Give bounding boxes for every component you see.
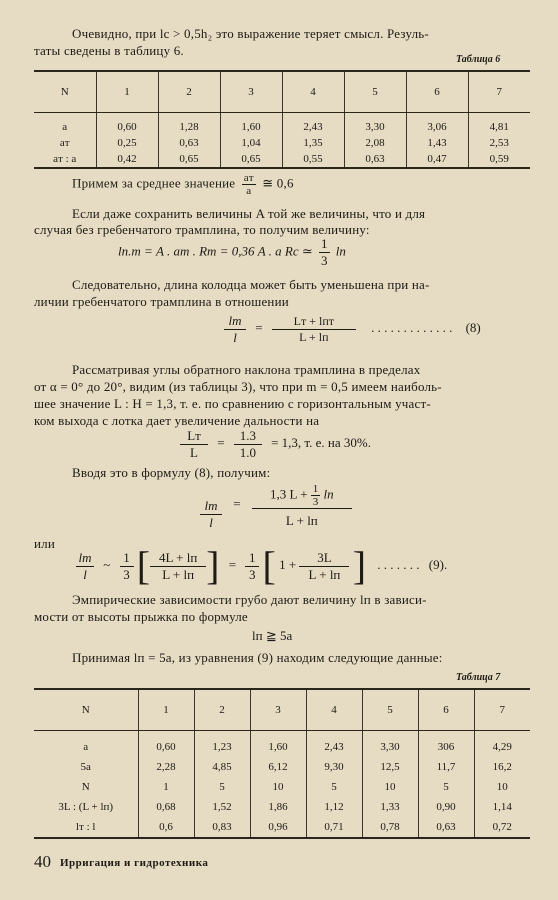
table-cell: 1,52 (194, 797, 250, 817)
eq1-left: lп.т = A . aт . Rт = 0,36 A . a Rc ≃ (118, 243, 313, 259)
table-cell: 1,12 (306, 797, 362, 817)
page-number: 40 (34, 852, 51, 871)
eq9-one: 1 + (279, 556, 297, 572)
table-cell: 0,60 (96, 113, 158, 136)
table-cell: 0,25 (96, 135, 158, 151)
table-cell: 2,43 (306, 731, 362, 758)
eq2-fraction-2 (234, 428, 262, 461)
table-cell: 306 (418, 731, 474, 758)
table-cell: 0,72 (474, 817, 530, 838)
table7-header-cell: 2 (194, 689, 250, 731)
eq1-fraction (319, 236, 330, 269)
equation-ln (118, 236, 346, 269)
journal-title: Ирригация и гидротехника (60, 857, 209, 869)
eq8-label: (8) (465, 320, 481, 336)
mean-sentence (72, 172, 294, 197)
table6-header-cell: 2 (158, 71, 220, 113)
table-row (34, 135, 530, 151)
p5-line-2: мости от высоты прыжка по формуле (34, 609, 248, 624)
p3-line-2: от α = 0° до 20°, видим (из таблицы 3), что при m = 0,5 имеем наиболь- (34, 379, 442, 394)
table-cell: 0,96 (250, 817, 306, 838)
table-cell: 1,14 (474, 797, 530, 817)
eq3-left-fraction (200, 480, 222, 531)
p5-line-1: Эмпирические зависимости грубо дают величину lп в зависи- (72, 592, 427, 607)
eq3-right-fraction (252, 483, 352, 529)
eq3-lnum: lт (200, 480, 222, 515)
table7-header-cell: 4 (306, 689, 362, 731)
table-cell: 10 (250, 777, 306, 797)
eq3-rnum-b: lп (323, 485, 334, 501)
table-cell: 4,29 (474, 731, 530, 758)
table-cell: 1,43 (406, 135, 468, 151)
table-row (34, 731, 530, 758)
p3-line-4: ком выхода с лотка дает увеличение дальности на (34, 413, 320, 428)
eq8-lnum: lт (224, 313, 246, 330)
table-cell: 0,55 (282, 151, 344, 168)
table-cell: 1 (138, 777, 194, 797)
eq9-lnum: lт (76, 550, 94, 567)
p6-text: Принимая lп = 5a, из уравнения (9) находим следующие данные: (72, 650, 443, 665)
eq2-d2: 1.0 (239, 445, 256, 460)
equation-substitution: $\frac{lт}{l}$ = 1,3 L + $\frac{1}{3}$ lп L + lп (200, 480, 352, 531)
table-cell: 0,68 (138, 797, 194, 817)
mean-prefix: Примем за среднее значение (72, 175, 236, 191)
row-label: a (83, 741, 89, 753)
row-label: 3L : (L + lп) (58, 801, 114, 813)
table-cell: 0,60 (138, 731, 194, 758)
equation-ln-5a: lп ≧ 5a (252, 628, 293, 643)
eq3-inner-num: 1 (312, 482, 319, 495)
table-cell: 10 (362, 777, 418, 797)
table-cell: 2,28 (138, 757, 194, 777)
table6-header-cell: 4 (282, 71, 344, 113)
table-cell: 16,2 (474, 757, 530, 777)
table6 (34, 70, 530, 169)
p2-line-2: личии гребенчатого трамплина в отношении (34, 294, 289, 309)
row-label: N (81, 781, 90, 793)
table-cell: 5 (194, 777, 250, 797)
table-cell: 12,5 (362, 757, 418, 777)
table-cell: 0,42 (96, 151, 158, 168)
row-label: a (62, 121, 68, 133)
ili-word: или (34, 536, 56, 551)
table7-header-cell: N (34, 689, 138, 731)
table-cell: 10 (474, 777, 530, 797)
table-cell: 0,90 (418, 797, 474, 817)
eq2-d1: L (190, 445, 198, 460)
eq3-rnum (252, 483, 352, 509)
table-cell: 2,43 (282, 113, 344, 136)
eq9-inner-fraction (150, 550, 206, 583)
table7-header-cell: 6 (418, 689, 474, 731)
eq2-n1: Lт (180, 428, 208, 445)
eq8-dots: . . . . . . . . . . . . . (371, 320, 453, 336)
table7 (34, 688, 530, 839)
table-row (34, 797, 530, 817)
intro-line-1: Очевидно, при lc > 0,5h₂ это выражение теряет смысл. Резуль- (72, 26, 429, 41)
table6-header-cell: 6 (406, 71, 468, 113)
eq9-label: (9). (428, 556, 448, 572)
table-cell: 0,59 (468, 151, 530, 168)
table-cell: 5 (418, 777, 474, 797)
table-row (34, 113, 530, 136)
eq9-approx: ~ (103, 556, 111, 572)
eq9-f1n: 1 (120, 550, 134, 567)
table-cell: 2,08 (344, 135, 406, 151)
eq3-inner-den: 3 (312, 495, 319, 508)
table-cell: 1,33 (362, 797, 418, 817)
p1-line-2: случая без гребенчатого трамплина, то получим величину: (34, 222, 370, 237)
table-cell: 0,83 (194, 817, 250, 838)
table-cell: 4,85 (194, 757, 250, 777)
mean-suffix: ≅ 0,6 (262, 175, 294, 191)
eq8-rnum: Lт + lпт (272, 314, 356, 330)
table7-header-cell: 1 (138, 689, 194, 731)
table-cell: 1,86 (250, 797, 306, 817)
table-cell: 3,30 (344, 113, 406, 136)
p3-line-3: шее значение L : H = 1,3, т. е. по сравнению с горизонтальным участ- (34, 396, 431, 411)
equation-8: $\frac{lт}{l}$ = $\frac{\text{Lт + lпт}}{L + lп}$ . . . . . . . . . . . . . (8) (224, 313, 481, 346)
table6-header-row (34, 71, 530, 113)
table-cell: 0,63 (158, 135, 220, 151)
p1-line-1: Если даже сохранить величины A той же величины, что и для (72, 206, 426, 221)
table-cell: 0,65 (158, 151, 220, 168)
row-label: aт : a (34, 151, 96, 168)
eq8-right-fraction (272, 314, 356, 345)
table6-header-cell: 1 (96, 71, 158, 113)
p3-line-1: Рассматривая углы обратного наклона трамплина в пределах (72, 362, 421, 377)
eq9-dots: . . . . . . . (377, 556, 420, 572)
table6-header-cell: 7 (468, 71, 530, 113)
equation-ratio (180, 428, 371, 461)
eq9-fraction-1 (120, 550, 134, 583)
eq9-f3d: L + lп (308, 566, 341, 582)
row-label: 5a (80, 761, 91, 773)
equation-9: $\frac{lт}{l}$ ~ $\frac{1}{3}$ [ $\frac{4L + lп}{L + lп}$ ] = $\frac{1}{3}$ [ 1 + $\frac{3L}{L + lп}$ ] . . . . . . . (9). (76, 546, 447, 586)
table-cell: 2,53 (468, 135, 530, 151)
table-cell: 3,30 (362, 731, 418, 758)
table-cell: 1,60 (220, 113, 282, 136)
eq9-f2d: 3 (249, 566, 256, 582)
eq8-rden: L + lп (299, 330, 329, 344)
table7-caption: Таблица 7 (456, 672, 501, 683)
table-cell: 1,04 (220, 135, 282, 151)
table-cell: 0,6 (138, 817, 194, 838)
table-cell: 11,7 (418, 757, 474, 777)
table6-header-cell: N (34, 71, 96, 113)
row-label: lт : l (34, 817, 138, 838)
eq9-fraction-2 (245, 550, 259, 583)
table7-header-cell: 3 (250, 689, 306, 731)
eq9-lden: l (83, 566, 87, 582)
mean-num: aт (243, 172, 254, 184)
table6-header-cell: 3 (220, 71, 282, 113)
table-cell: 9,30 (306, 757, 362, 777)
table-row (34, 151, 530, 168)
table6-caption: Таблица 6 (456, 54, 501, 65)
eq1-right: lп (335, 243, 346, 259)
row-label: aт (59, 137, 70, 149)
eq9-fraction-3 (299, 550, 349, 583)
table-row (34, 817, 530, 838)
eq9-equals: = (228, 556, 237, 572)
table-cell: 0,47 (406, 151, 468, 168)
table7-header-cell: 5 (362, 689, 418, 731)
mean-den: a (246, 185, 252, 197)
table-cell: 0,65 (220, 151, 282, 168)
eq8-left-fraction (224, 313, 246, 346)
table-cell: 0,63 (418, 817, 474, 838)
intro-line-2: таты сведены в таблицу 6. (34, 43, 184, 58)
table-cell: 4,81 (468, 113, 530, 136)
table-cell: 3,06 (406, 113, 468, 136)
table-cell: 1,60 (250, 731, 306, 758)
table-row (34, 757, 530, 777)
eq2-fraction-1 (180, 428, 208, 461)
eq2-equals: = (217, 435, 225, 451)
eq9-f2n: 1 (245, 550, 259, 567)
eq3-inner-fraction (311, 483, 321, 508)
eq1-den: 3 (321, 253, 328, 268)
eq9-f1d: 3 (123, 566, 130, 582)
table-cell: 0,71 (306, 817, 362, 838)
mean-fraction (242, 172, 256, 197)
table-cell: 0,63 (344, 151, 406, 168)
table6-header-cell: 5 (344, 71, 406, 113)
table7-header-cell: 7 (474, 689, 530, 731)
eq1-num: 1 (321, 236, 328, 251)
table-cell: 5 (306, 777, 362, 797)
eq9-innum: 4L + lп (150, 550, 206, 567)
table-cell: 1,35 (282, 135, 344, 151)
table-cell: 6,12 (250, 757, 306, 777)
eq3-rden: L + lп (285, 512, 318, 528)
p4-text: Вводя это в формулу (8), получим: (72, 465, 271, 480)
table-row (34, 777, 530, 797)
eq2-n2: 1.3 (234, 428, 262, 445)
p2-line-1: Следовательно, длина колодца может быть уменьшена при на- (72, 277, 430, 292)
table7-header-row (34, 689, 530, 731)
table-cell: 1,23 (194, 731, 250, 758)
eq3-rnum-a: 1,3 L + (270, 485, 308, 501)
table-cell: 0,78 (362, 817, 418, 838)
table-cell: 1,28 (158, 113, 220, 136)
eq8-lden: l (233, 330, 237, 345)
eq9-left-fraction (76, 550, 94, 583)
eq2-rest: = 1,3, т. е. на 30%. (271, 435, 371, 451)
eq9-inden: L + lп (162, 566, 195, 582)
eq9-f3n: 3L (299, 550, 349, 567)
eq3-lden: l (209, 515, 213, 530)
